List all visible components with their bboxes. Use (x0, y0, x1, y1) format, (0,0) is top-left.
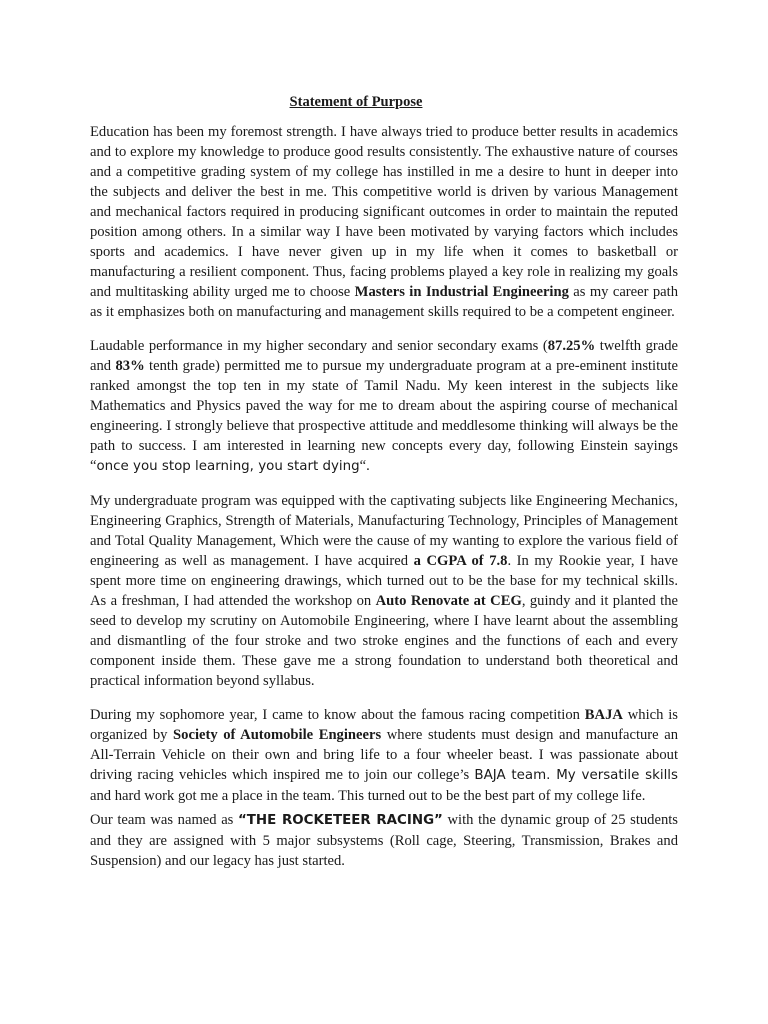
p2-einstein-quote: once you stop learning, you start dying (96, 459, 360, 474)
paragraph-undergraduate (90, 491, 678, 691)
p4-baja-team-text: BAJA team. My versatile skills (474, 768, 678, 783)
p3-text-1: My undergraduate program was equipped with the captivating subjects like Engineering Mechanics, Engineering Graphics, Strength of Materials, Manufacturing Technology, Principles of Management and Total Quality Management, Which were the cause of my wanting to explore the various field of engineering as well as management. I have acquired (90, 493, 678, 569)
p3-text-3: , guindy and it planted the seed to develop my scrutiny on Automobile Engineering, where I have learnt about the assembling and dismantling of the four stroke and two stroke engines and the functions of each and every component inside them. These gave me a strong foundation to understand both theoretical and practical information beyond syllabus. (90, 593, 678, 689)
p2-text-2: twelfth grade and (90, 338, 678, 374)
p4-text-3: where students must design and manufacture an All-Terrain Vehicle on their own and bring life to a four wheeler beast. I was passionate about driving racing vehicles which inspired me to join our college’s (90, 727, 678, 783)
p4-text-2: which is organized by (90, 707, 678, 743)
p5-bold-team-name: “THE ROCKETEER RACING” (238, 813, 443, 828)
p4-bold-sae: Society of Automobile Engineers (173, 727, 382, 743)
p4-text-4: and hard work got me a place in the team. This turned out to be the best part of my college life. (90, 788, 646, 804)
p5-text-2: with the dynamic group of 25 students and they are assigned with 5 major subsystems (Roll cage, Steering, Transmission, Brakes and Suspension) and our legacy has just started. (90, 812, 678, 869)
paragraph-performance (90, 336, 678, 477)
p3-bold-workshop: Auto Renovate at CEG (375, 593, 522, 609)
p1-bold-masters: Masters in Industrial Engineering (354, 284, 569, 300)
p2-text-3: tenth grade) permitted me to pursue my undergraduate program at a pre-eminent institute ranked amongst the top ten in my state of Tamil Nadu. My keen interest in the subjects like Mathematics and Physics paved the way for me to dream about the aspiring course of mechanical engineering. I strongly believe that prospective attitude and meddlesome thinking will always be the path to success. I am interested in learning new concepts every day, following Einstein sayings “ (90, 358, 678, 474)
p4-text-1: During my sophomore year, I came to know about the famous racing competition (90, 707, 585, 723)
p2-bold-twelfth-score: 87.25% (547, 338, 596, 354)
p3-bold-cgpa: a CGPA of 7.8 (413, 553, 508, 569)
p4-bold-baja: BAJA (584, 707, 623, 723)
p2-text-4: “. (359, 458, 370, 474)
document-title: Statement of Purpose (289, 94, 423, 110)
document-body (90, 122, 678, 871)
paragraph-team (90, 810, 678, 871)
p2-text-1: Laudable performance in my higher secondary and senior secondary exams ( (90, 338, 548, 354)
p1-text-2: as my career path as it emphasizes both on manufacturing and management skills required to be a competent engineer. (90, 284, 678, 320)
paragraph-education (90, 122, 678, 322)
p2-bold-tenth-score: 83% (115, 358, 145, 374)
p1-text-1: Education has been my foremost strength. I have always tried to produce better results in academics and to explore my knowledge to produce good results consistently. The exhaustive nature of courses and a competitive grading system of my college has instilled in me a desire to hunt in deeper into the subjects and deliver the best in me. This competitive world is driven by various Management and mechanical factors required in producing significant outcomes in order to maintain the reputed position among others. In a similar way I have been motivated by varying factors which includes sports and academics. I have never given up in my life when it comes to basketball or manufacturing a resilient component. Thus, facing problems played a key role in realizing my goals and multitasking ability urged me to choose (90, 124, 678, 300)
p3-text-2: . In my Rookie year, I have spent more time on engineering drawings, which turned out to be the base for my technical skills. As a freshman, I had attended the workshop on (90, 553, 678, 609)
p5-text-1: Our team was named as (90, 812, 238, 828)
paragraph-baja (90, 705, 678, 806)
